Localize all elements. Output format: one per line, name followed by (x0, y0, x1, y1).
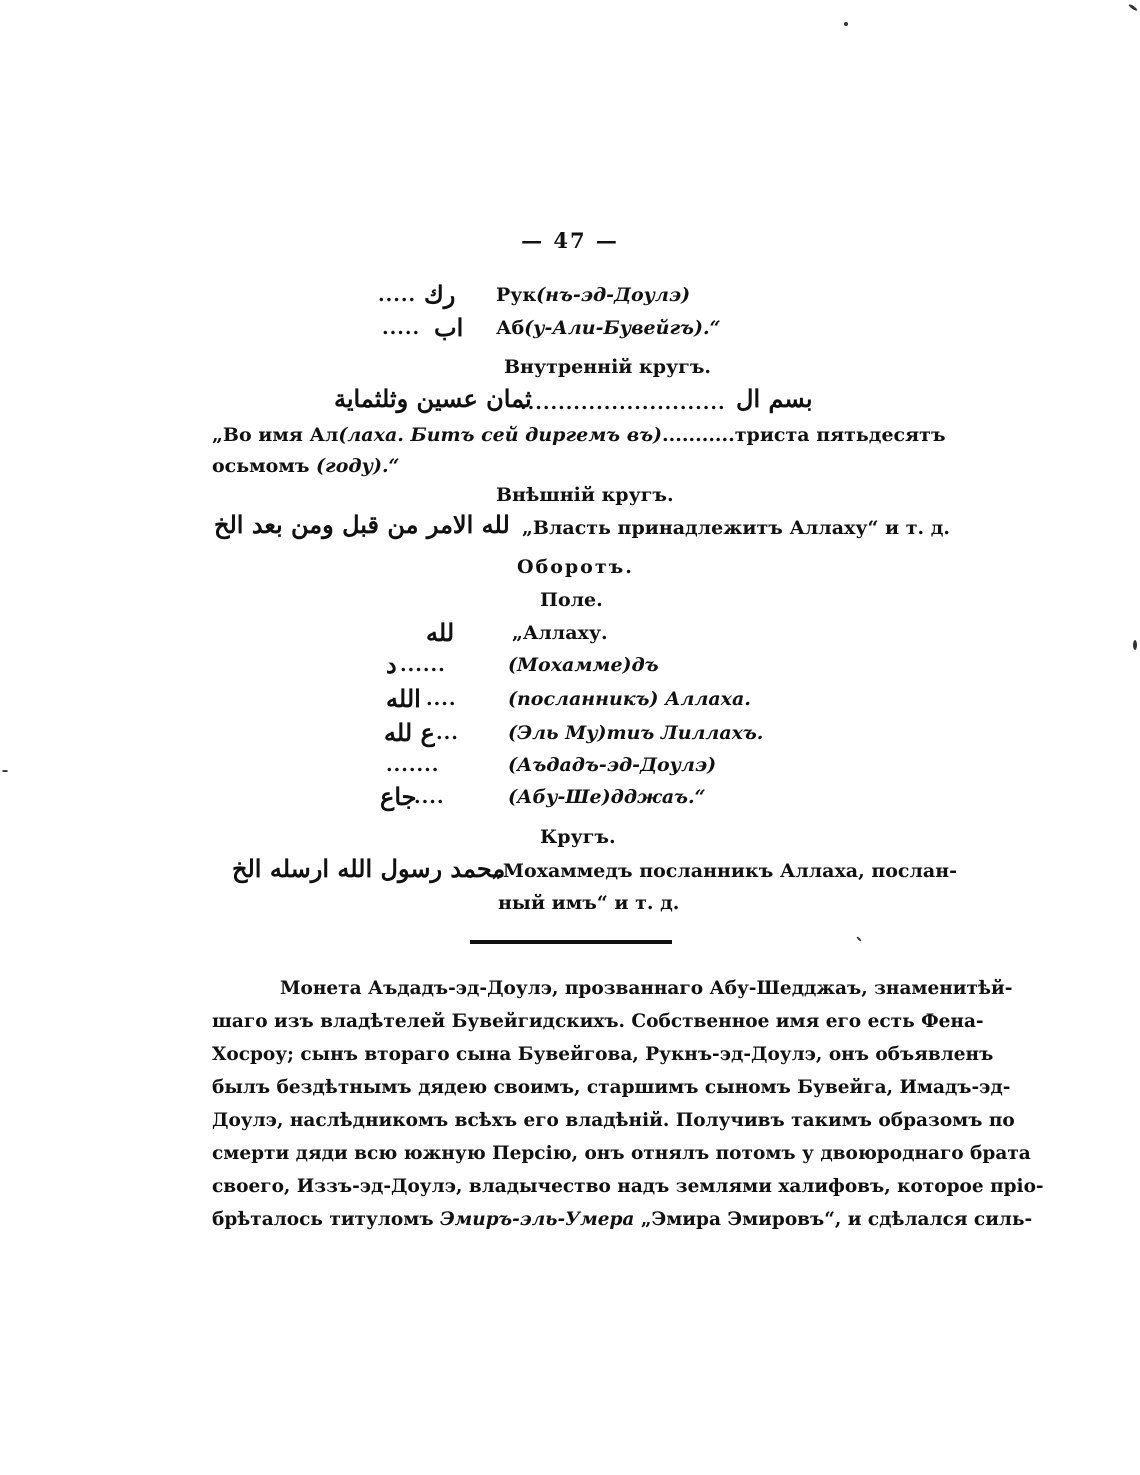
section-heading-field: Поле. (540, 589, 603, 611)
translation-text: осьмомъ (212, 455, 310, 477)
legend-reconstruction: (у-Али-Бувейгъ).“ (524, 317, 721, 339)
translation-reconstruction: (лаха. Битъ сей диргемъ въ) (338, 424, 663, 446)
paragraph-line: былъ бездѣтнымъ дядею своимъ, старшимъ сыномъ Бувейга, Имадъ-эд- (212, 1077, 1011, 1098)
legend-line (496, 317, 721, 339)
legend-line: (посланникъ) Аллаха. (508, 688, 751, 710)
legend-text: Рук (496, 284, 537, 306)
ellipsis: .... (426, 688, 457, 710)
section-heading-reverse: Оборотъ. (517, 556, 634, 578)
section-divider (470, 940, 672, 944)
scan-artifact (2, 770, 8, 772)
paragraph-line: смерти дяди всю южную Персію, онъ отнялъ потомъ у двоюроднаго брата (212, 1143, 1031, 1164)
legend-line: (Мохамме)дъ (508, 654, 659, 676)
legend-reconstruction: (нъ-эд-Доулэ) (536, 284, 691, 306)
paragraph-line: своего, Иззъ-эд-Доулэ, владычество надъ землями халифовъ, которое прiо- (212, 1176, 1044, 1197)
arabic-fragment: الله (386, 684, 421, 713)
arabic-inscription: محمد رسول الله ارسله الخ (232, 854, 506, 883)
scan-artifact (1133, 640, 1137, 650)
section-heading-inner-circle: Внутренній кругъ. (504, 356, 712, 378)
arabic-inscription-right: بسم ال (736, 384, 813, 413)
arabic-fragment: د (386, 650, 397, 679)
scan-artifact (856, 936, 862, 942)
ellipsis: ..... (382, 317, 421, 339)
paragraph-line: Монета Аъдадъ-эд-Доулэ, прозваннаго Абу-Шедджаъ, знаменитѣй- (280, 978, 1013, 999)
paragraph-line: Доулэ, наслѣдникомъ всѣхъ его владѣній. Получивъ такимъ образомъ по (212, 1110, 1015, 1131)
italic-title: Эмиръ-эль-Умера (439, 1209, 635, 1230)
legend-line: (Абу-Ше)дджаъ.“ (508, 786, 706, 808)
legend-line: „Аллаху. (512, 622, 608, 644)
scan-artifact (1128, 3, 1138, 11)
ellipsis: .... (414, 786, 445, 808)
translation-line: „Власть принадлежитъ Аллаху“ и т. д. (522, 517, 951, 539)
paragraph-line: брѣталось титуломъ Эмиръ-эль-Умера „Эмира Эмировъ“, и сдѣлался силь- (212, 1209, 1033, 1230)
arabic-fragment: لله (426, 618, 455, 647)
arabic-fragment: جاع (380, 782, 417, 811)
ellipsis: ...... (400, 654, 446, 676)
arabic-inscription-left: ثمان عسين وثلثماية (334, 384, 532, 413)
translation-text: ...........триста пятьдесятъ (662, 424, 946, 446)
legend-line (496, 284, 690, 306)
ellipsis: ... (436, 722, 459, 744)
translation-line: ный имъ“ и т. д. (498, 892, 680, 914)
legend-line: (Аъдадъ-эд-Доулэ) (508, 754, 717, 776)
translation-reconstruction: (году).“ (316, 455, 400, 477)
translation-line (212, 424, 946, 446)
arabic-inscription: لله الامر من قبل ومن بعد الخ (214, 510, 510, 539)
ellipsis: ....... (386, 754, 440, 776)
body-paragraph (212, 972, 1044, 1236)
arabic-fragment: ع لله (384, 718, 435, 747)
arabic-fragment: ا‌ب (434, 313, 464, 342)
ellipsis: ..... (378, 284, 417, 306)
legend-line: (Эль Му)тиъ Лиллахъ. (508, 722, 764, 744)
paragraph-line: шаго изъ владѣтелей Бувейгидскихъ. Собственное имя его есть Фена- (212, 1011, 984, 1032)
scan-artifact (844, 22, 848, 26)
page-number: — 47 — (521, 228, 619, 253)
section-heading-outer-circle: Внѣшній кругъ. (496, 484, 674, 506)
paragraph-line: Хосроу; сынъ втораго сына Бувейгова, Рукнъ-эд-Доулэ, онъ объявленъ (212, 1044, 994, 1065)
translation-text: „Во имя Ал (212, 424, 339, 446)
section-heading-circle: Кругъ. (540, 826, 616, 848)
arabic-fragment: ر‌ك (424, 280, 456, 309)
translation-line: „Мохаммедъ посланникъ Аллаха, послан- (492, 860, 957, 882)
translation-line (212, 455, 400, 477)
legend-text: Аб (496, 317, 525, 339)
ellipsis: ........................... (520, 392, 726, 414)
